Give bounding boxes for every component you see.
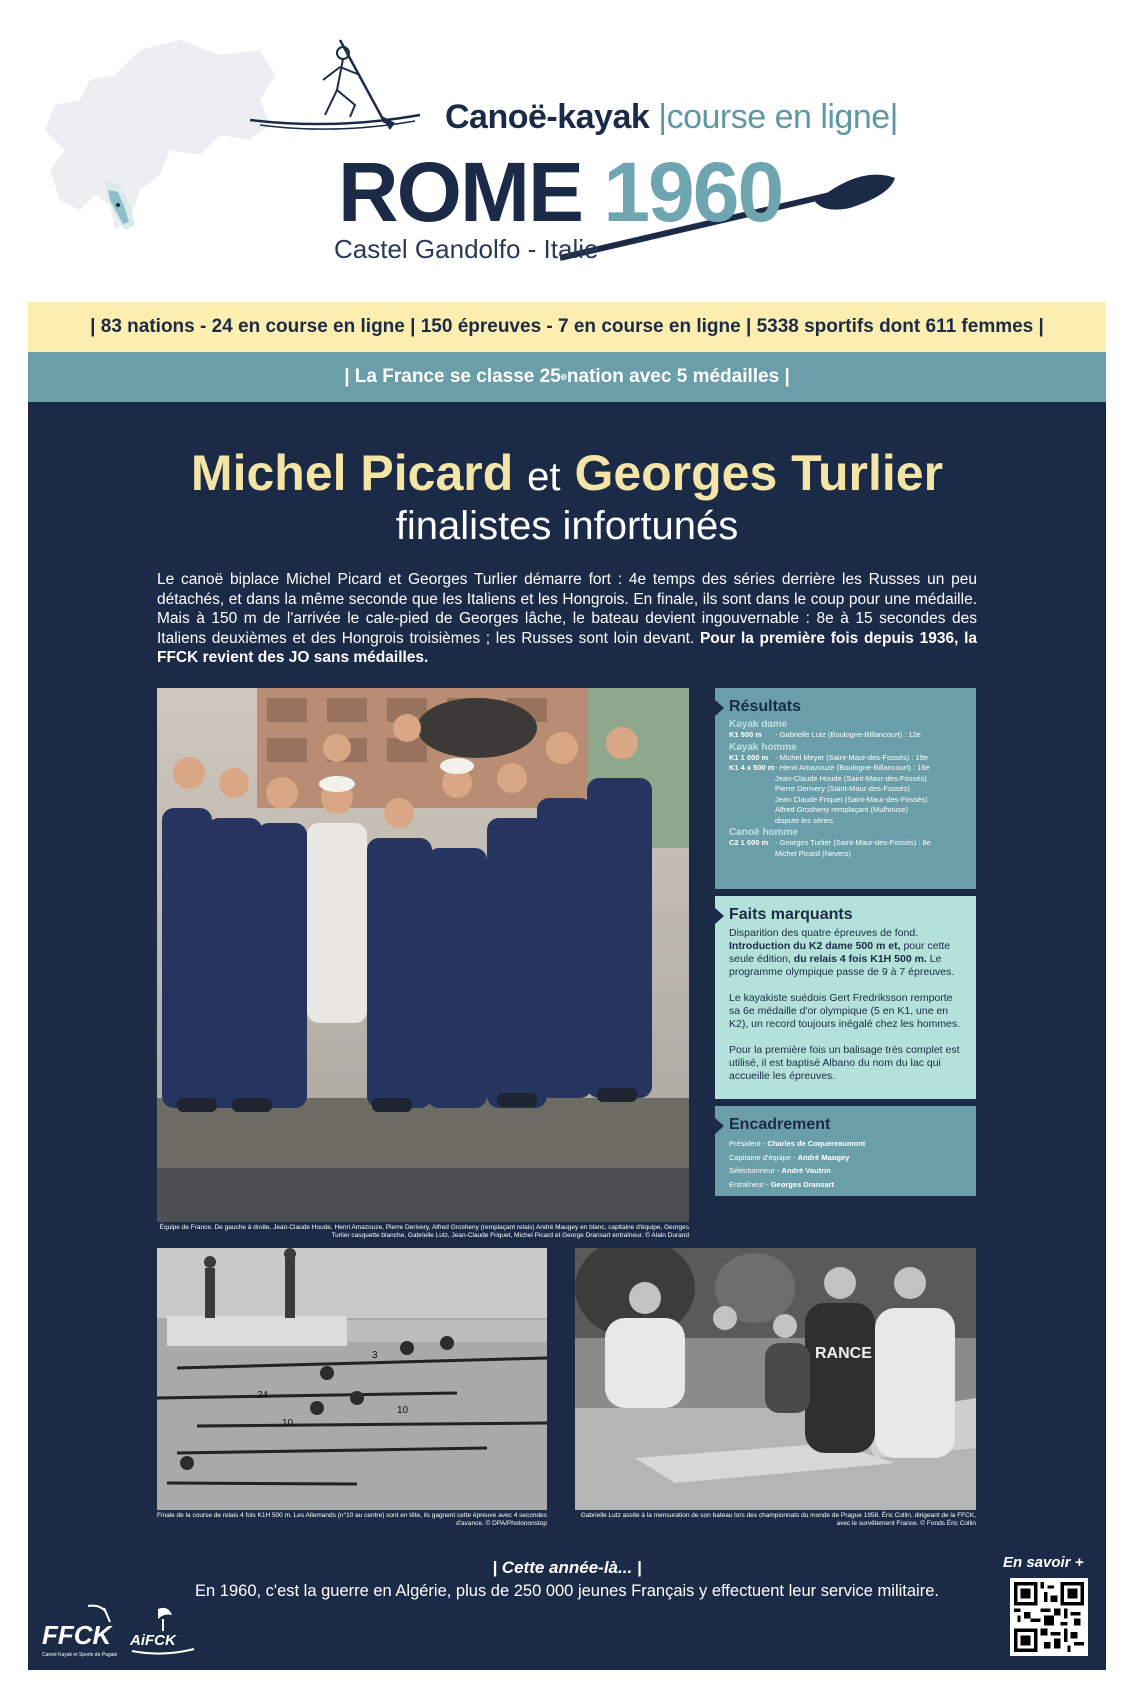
ffck-logo [40,1602,118,1660]
discipline-subtitle: |course en ligne| [658,98,898,136]
games-year: 1960 [603,145,783,239]
staff-name: Charles de Coquereaumont [767,1139,866,1148]
learn-more-label: En savoir + [1003,1554,1084,1571]
category-label: Kayak homme [729,741,797,753]
staff-name: André Vautrin [781,1166,831,1175]
intro-text: Le canoë biplace Michel Picard et Georges Turlier démarre fort : 4e temps des séries derrière les Russes un peu détachés, et dans la même seconde que les Italiens et les Hongrois. En finale, ils sont dans le coup pour une médaille. Mais à 150 m de l'arrivée le cale-pied de Georges lâche, le bateau devient ingouvernable : 8e à 15 secondes des Italiens deuxièmes et des Hongrois troisièmes ; les Russes sont loin devant. [157,571,977,647]
fact-text: Disparition des quatre épreuves de fond. [729,927,919,939]
staff-name: Georges Dransart [770,1179,835,1189]
result-athlete: Jean Claude Friquet (Saint-Maur-des-Fossés) [775,794,928,804]
results-title: Résultats [729,698,802,715]
staff-name: André Maugey [797,1152,850,1162]
fact-text-bold: Introduction du K2 dame 500 m et, [729,940,901,952]
jacket-lettering: RANCE [815,1345,872,1362]
fact-text: Le programme olympique passe de 9 à 7 épreuves. [729,953,955,978]
results-category [729,719,962,741]
results-category [729,742,962,827]
facts-box [715,896,976,1099]
result-event: K1 500 m [729,730,762,739]
fact-paragraph: Le kayakiste suédois Gert Fredriksson remporte sa 6e médaille d'or olympique (5 en K1, une en K2), un record toujours inégalé chez les hommes. [729,992,961,1030]
that-year-text: En 1960, c'est la guerre en Algérie, plus de 250 000 jeunes Français y effectuent leur service militaire. [195,1582,939,1600]
result-event: K1 1 000 m [729,752,769,762]
fact-text-bold: du relais 4 fois K1H 500 m. [793,953,927,965]
result-athlete: - Michel Meyer (Saint-Maur-des-Fossés) : 19e [775,752,928,762]
result-row [729,730,962,741]
staff-role: Capitaine d'équipe - [729,1152,798,1162]
discipline-title [445,98,898,137]
city-name: ROME [338,145,582,239]
team-photo-caption: Équipe de France. De gauche à droite, Jean-Claude Houde, Henri Amazouze, Pierre Derivery, Alfred Grosheny (remplaçant relais) André Maugey en blanc, capitaine d'équipe, Georges Turlier casquette blanche, Gabrielle Lutz, Jean-Claude Friquet, Michel Picard et George Dransart entraîneur. © Alain Durand [159,1224,689,1239]
result-athlete: - Gabrielle Lutz (Boulogne-Billancourt) : 12e [775,730,921,739]
france-ranking-banner [28,352,1106,402]
games-title [338,145,783,239]
title-conjunction: et [527,455,561,499]
fact-paragraph [729,927,962,979]
discipline-name: Canoë-kayak [445,98,650,136]
category-label: Kayak dame [729,719,788,730]
location-label: Castel Gandolfo - Italie [334,234,599,264]
article-intro [157,570,977,668]
boat-number: 10 [397,1405,409,1416]
result-row [729,753,962,764]
france-ranking-text-end: nation avec 5 médailles | [566,366,790,387]
intro-conclusion: Pour la première fois depuis 1936, la FFCK revient des JO sans médailles. [157,629,977,666]
article-subtitle: finalistes infortunés [395,504,739,548]
result-athlete: Michel Picard (Nevers) [775,848,851,858]
staff-role: Président - [729,1139,768,1148]
article-title [28,444,1106,502]
result-athlete: - Henri Amazouze (Boulogne-Billancourt) : 16e [775,763,930,772]
result-row [729,763,962,826]
staff-row [729,1178,962,1192]
main-panel [28,402,1106,1670]
staff-row [729,1164,962,1178]
result-event: K1 4 x 500 m [729,763,775,772]
race-photo [157,1248,547,1510]
results-box [715,688,976,889]
boat-number: 24 [257,1390,269,1401]
boat-number: 3 [372,1350,378,1361]
result-athlete: Pierre Derivery (Saint-Maur-des-Fossés) [775,784,911,793]
poster-header [0,0,1134,300]
result-event: C2 1 000 m [729,838,769,847]
measurement-photo-caption: Gabrielle Lutz assite à la mensuration de son bateau lors des championnats du monde de Prague 1958. Éric Collin, dirigeant de la FFCK, avec le survêtement France. © Fonds Éric Collin [580,1512,976,1527]
staff-role: Entraîneur - [729,1179,771,1189]
canoe-paddler-icon [245,35,425,135]
result-row [729,838,962,859]
aifck-wordmark: AiFCK [130,1632,176,1649]
ffck-wordmark: FFCK [42,1620,112,1650]
fact-paragraph: Pour la première fois un balisage très complet est utilisé, il est baptisé Albano du nom du lac qui accueille les épreuves. [729,1044,960,1082]
result-note: dispute les séries [775,815,833,825]
facts-title: Faits marquants [729,906,853,923]
france-ranking-text: | La France se classe 25 [344,366,561,387]
europe-map-icon [20,30,280,260]
ffck-tagline: Canoë Kayak et Sports de Pagaie [42,1652,118,1658]
staff-row [729,1151,962,1165]
aifck-logo [128,1605,198,1657]
stats-banner: | 83 nations - 24 en course en ligne | 150 épreuves - 7 en course en ligne | 5338 sportifs dont 611 femmes | [28,302,1106,352]
measurement-photo [575,1248,976,1510]
result-athlete: - Georges Turlier (Saint-Maur-des-Fossés) : 8e [775,838,931,847]
result-athlete: Jean-Claude Houde (Saint-Maur-des-Fossés) [775,773,927,783]
category-label: Canoë homme [729,827,798,838]
qr-code[interactable] [1010,1578,1088,1656]
staff-title: Encadrement [729,1116,831,1133]
results-category [729,827,962,859]
staff-row [729,1137,962,1151]
result-athlete: Alfred Grosheny remplaçant (Mulhouse) [775,805,908,814]
staff-role: Sélectionneur - [729,1166,782,1175]
boat-number: 10 [282,1418,294,1429]
athlete-name-1: Michel Picard [190,445,514,501]
athlete-name-2: Georges Turlier [574,445,944,501]
that-year-title: | Cette année-là... | [492,1558,642,1577]
ordinal-suffix: e [560,371,567,383]
team-photo [157,688,689,1222]
fact-text: pour cette seule édition, [729,940,951,965]
race-photo-caption: Finale de la course de relais 4 fois K1H 500 m. Les Allemands (n°10 au centre) sont en tête, ils gagnent cette épreuve avec 4 secondes d'avance. © DPA/Photononstop [157,1512,547,1527]
staff-box [715,1106,976,1196]
